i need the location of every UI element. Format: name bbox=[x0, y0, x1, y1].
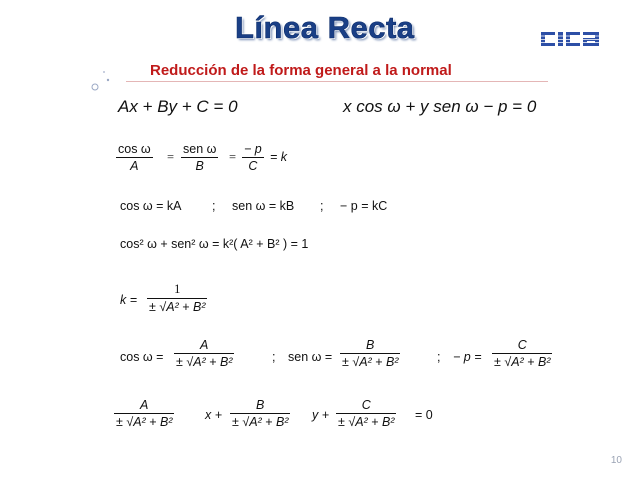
sol-p-lhs: − p = bbox=[453, 350, 482, 364]
sol-cos-denominator: ± √A² + B² bbox=[176, 355, 233, 369]
final-y-term: y + bbox=[312, 408, 330, 422]
final-fraction-a bbox=[114, 398, 174, 429]
ratio-term-cos-denominator: A bbox=[130, 159, 139, 173]
sol-sen-lhs: sen ω = bbox=[288, 350, 333, 364]
line2-sen: sen ω = kB bbox=[232, 199, 295, 213]
sol-sen-denominator: ± √A² + B² bbox=[342, 355, 399, 369]
final-a-numerator: A bbox=[140, 398, 149, 412]
k-fraction bbox=[147, 282, 207, 314]
sol-cos-numerator: A bbox=[200, 338, 209, 352]
sol-p-fraction bbox=[492, 338, 552, 369]
ratio-term-sen bbox=[181, 142, 218, 173]
sol-sen-numerator: B bbox=[366, 338, 375, 352]
ratio-term-cos bbox=[116, 142, 153, 173]
final-rhs: = 0 bbox=[415, 408, 433, 422]
final-c-denominator: ± √A² + B² bbox=[338, 415, 395, 429]
page-number: 10 bbox=[610, 455, 622, 466]
ratio-term-p bbox=[242, 142, 264, 173]
line2-sep-2: ; bbox=[320, 199, 324, 213]
identity-equation: cos² ω + sen² ω = k²( A² + B² ) = 1 bbox=[120, 237, 309, 251]
ratio-rhs: = k bbox=[270, 150, 288, 164]
line2-cos: cos ω = kA bbox=[120, 199, 182, 213]
general-equation: Ax + By + C = 0 bbox=[118, 97, 238, 116]
line2-p: − p = kC bbox=[340, 199, 388, 213]
sol-p-denominator: ± √A² + B² bbox=[494, 355, 551, 369]
final-fraction-b bbox=[230, 398, 290, 429]
final-c-numerator: C bbox=[361, 398, 371, 412]
k-denominator: ± √A² + B² bbox=[149, 300, 206, 314]
ratio-term-sen-denominator: B bbox=[195, 159, 204, 173]
final-fraction-c bbox=[336, 398, 396, 429]
sol-sen-fraction bbox=[340, 338, 400, 369]
ratio-term-sen-numerator: sen ω bbox=[183, 142, 217, 156]
sol-cos-fraction bbox=[174, 338, 234, 369]
ratio-term-p-denominator: C bbox=[248, 159, 258, 173]
final-x-term: x + bbox=[205, 408, 223, 422]
final-a-denominator: ± √A² + B² bbox=[116, 415, 173, 429]
line2-sep-1: ; bbox=[212, 199, 216, 213]
ratio-term-cos-numerator: cos ω bbox=[118, 142, 151, 156]
subtitle-underline bbox=[126, 81, 548, 82]
k-lhs: k = bbox=[120, 293, 138, 307]
final-b-denominator: ± √A² + B² bbox=[232, 415, 289, 429]
cica-logo bbox=[540, 30, 612, 48]
slide-title: Línea Recta bbox=[235, 10, 415, 45]
k-numerator: 1 bbox=[174, 282, 181, 296]
sol-cos-lhs: cos ω = bbox=[120, 350, 164, 364]
sol-p-numerator: C bbox=[517, 338, 527, 352]
ratio-term-p-numerator: − p bbox=[244, 142, 262, 156]
final-b-numerator: B bbox=[256, 398, 265, 412]
decorative-dots bbox=[0, 0, 140, 140]
slide: Línea Recta Reducción de la forma general a la normal Ax + By + C = 0 x cos ω + y sen ω − p = 0 cos ω A = sen ω B = − p C = k cos ω = kA ; sen ω = kB ; − p = kC cos² ω + sen² ω = k²( A² + B² ) = 1 k = 1 ± √A² + B² cos ω = A ± √A² + B² ; sen ω = B ± √A² + B² ; − p = C ± √A² + B² A ± √A² + B² x + B ± √A² + B² y + C ± √A² + B² = 0 10 bbox=[0, 0, 638, 479]
slide-subtitle: Reducción de la forma general a la normal bbox=[150, 62, 452, 79]
normal-equation: x cos ω + y sen ω − p = 0 bbox=[343, 97, 537, 116]
